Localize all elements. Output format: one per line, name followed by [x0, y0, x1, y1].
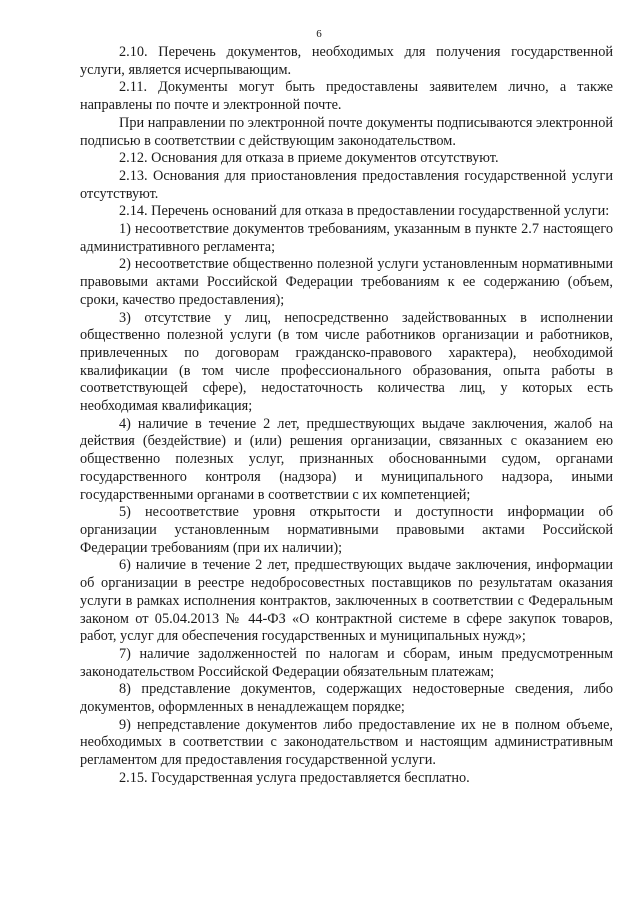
paragraph-2-14: 2.14. Перечень оснований для отказа в предоставлении государственной услуги: [119, 203, 610, 220]
list-item-7: 7) наличие задолженностей по налогам и сборам, иным предусмотренным законодательством Российской Федерации обязательным платежам; [80, 645, 613, 680]
list-item-6: 6) наличие в течение 2 лет, предшествующих выдаче заключения, информации об организации в реестре недобросовестных поставщиков по результатам оказания услуги в рамках исполнения контрактов, заключенных в соответствии с Федеральным законом от 05.04.2013 № 44-ФЗ «О контрактной системе в сфере закупок товаров, работ, услуг для обеспечения государственных и муниципальных нужд»; [80, 557, 613, 645]
paragraph-electronic-signature: При направлении по электронной почте документы подписываются электронной подписью в соответствии с действующим законодательством. [80, 114, 613, 149]
list-item-4: 4) наличие в течение 2 лет, предшествующих выдаче заключения, жалоб на действия (бездействие) и (или) решения организации, связанных с оказанием ею общественно полезных услуг, признанных обоснованными судом, органами государственного контроля (надзора) и муниципального надзора, иными государственными органами в соответствии с их компетенцией; [80, 415, 613, 503]
list-item-2: 2) несоответствие общественно полезной услуги установленным нормативными правовыми актами Российской Федерации требованиям к ее содержанию (объем, сроки, качество предоставления); [80, 256, 613, 308]
paragraph-2-10: 2.10. Перечень документов, необходимых для получения государственной услуги, является исчерпывающим. [80, 44, 613, 78]
list-item-3: 3) отсутствие у лиц, непосредственно задействованных в исполнении общественно полезной услуги (в том числе работников организации и работников, привлеченных по договорам гражданско-правового характера), необходимой квалификации (в том числе профессионального образования, опыта работы в соответствующей сфере), недостаточность количества лиц, у которых есть необходимая квалификация; [80, 309, 613, 415]
paragraph-2-11: 2.11. Документы могут быть предоставлены заявителем лично, а также направлены по почте и электронной почте. [80, 79, 613, 114]
list-item-8: 8) представление документов, содержащих недостоверные сведения, либо документов, оформленных в ненадлежащем порядке; [80, 681, 613, 716]
paragraph-2-15: 2.15. Государственная услуга предоставляется бесплатно. [119, 769, 470, 786]
paragraph-2-12: 2.12. Основания для отказа в приеме документов отсутствуют. [119, 150, 499, 167]
list-item-1: 1) несоответствие документов требованиям, указанным в пункте 2.7 настоящего административного регламента; [80, 221, 613, 255]
paragraph-2-13: 2.13. Основания для приостановления предоставления государственной услуги отсутствуют. [80, 167, 613, 202]
list-item-9: 9) непредставление документов либо предоставление их не в полном объеме, необходимых в соответствии с законодательством и настоящим административным регламентом для предоставления государственной услуги. [80, 716, 613, 769]
document-body [80, 44, 613, 788]
list-item-5: 5) несоответствие уровня открытости и доступности информации об организации установленным нормативными правовыми актами Российской Федерации требованиям (при их наличии); [80, 504, 613, 556]
page-number: 6 [316, 28, 322, 40]
